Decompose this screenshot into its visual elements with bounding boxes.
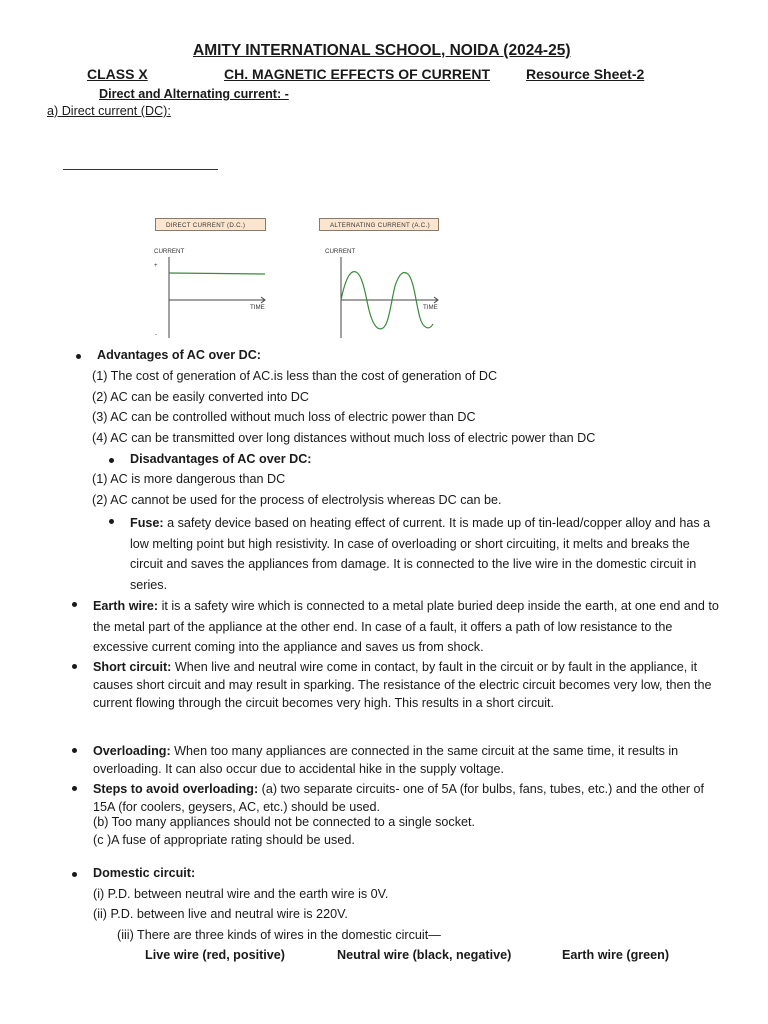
short-circuit-term: Short circuit: — [93, 660, 172, 674]
disadvantage-item: (1) AC is more dangerous than DC — [92, 472, 286, 486]
overloading-text: When too many appliances are connected in the same circuit at the same time, it results in overloading. It can also occur due to accidental hike in the supply voltage. — [93, 744, 679, 776]
ac-current-axis-label: CURRENT — [325, 248, 356, 255]
overloading-paragraph — [93, 742, 698, 778]
domestic-circuit-title: Domestic circuit: — [93, 866, 196, 880]
earth-wire-label: Earth wire (green) — [562, 948, 670, 962]
advantage-item: (1) The cost of generation of AC.is less than the cost of generation of DC — [92, 369, 498, 383]
dc-ac-graphs — [150, 214, 450, 340]
advantages-title: Advantages of AC over DC: — [97, 348, 261, 362]
earth-wire-term: Earth wire: — [93, 599, 159, 613]
dc-ac-figure — [150, 214, 450, 340]
overloading-term: Overloading: — [93, 744, 171, 758]
steps-item-c: (c )A fuse of appropriate rating should be used. — [93, 833, 355, 847]
resource-sheet-label: Resource Sheet-2 — [526, 66, 645, 82]
steps-term: Steps to avoid overloading: — [93, 782, 259, 796]
ac-figure-label: ALTERNATING CURRENT (A.C.) — [319, 218, 439, 231]
earth-wire-text: it is a safety wire which is connected to a metal plate buried deep inside the earth, at one end and to the metal part of the appliance at the other end. In case of a fault, it offers a path of low resistance to the excessive current coming into the appliance and saves us from shock. — [93, 599, 719, 654]
disadvantage-item: (2) AC cannot be used for the process of electrolysis whereas DC can be. — [92, 493, 502, 507]
class-label: CLASS X — [87, 66, 148, 82]
domestic-item-ii: (ii) P.D. between live and neutral wire is 220V. — [93, 907, 348, 921]
answer-blank-line — [63, 169, 218, 170]
chapter-title: CH. MAGNETIC EFFECTS OF CURRENT — [224, 66, 490, 82]
short-circuit-text: When live and neutral wire come in contact, by fault in the circuit or by fault in the appliance, it causes short circuit and may result in sparking. The resistance of the electric circuit becomes very low, then the current flowing through the circuit becomes very high. This results in a short circuit. — [93, 660, 712, 710]
neutral-wire-label: Neutral wire (black, negative) — [337, 948, 512, 962]
steps-item-b: (b) Too many appliances should not be connected to a single socket. — [93, 815, 476, 829]
dc-minus-label: - — [155, 331, 158, 338]
dc-heading: a) Direct current (DC): — [47, 104, 171, 118]
steps-paragraph — [93, 780, 727, 816]
dc-time-axis-label: TIME — [250, 304, 265, 311]
earth-wire-paragraph — [93, 596, 727, 658]
section-title: Direct and Alternating current: - — [99, 87, 289, 101]
dc-current-axis-label: CURRENT — [154, 248, 185, 255]
live-wire-label: Live wire (red, positive) — [145, 948, 285, 962]
steps-text: (a) two separate circuits- one of 5A (for bulbs, fans, tubes, etc.) and the other of 15A (for coolers, geysers, AC, etc.) should be used. — [93, 782, 705, 814]
short-circuit-paragraph — [93, 658, 713, 712]
disadvantages-title: Disadvantages of AC over DC: — [130, 452, 312, 466]
fuse-text: a safety device based on heating effect of current. It is made up of tin-lead/copper alloy and has a low melting point but high resistivity. In case of overloading or short circuiting, it melts and breaks the circuit and saves the appliances from damage. It is connected to the live wire in the domestic circuit in series. — [130, 516, 711, 592]
advantage-item: (4) AC can be transmitted over long distances without much loss of electric power than DC — [92, 431, 596, 445]
fuse-term: Fuse: — [130, 516, 164, 530]
school-title: AMITY INTERNATIONAL SCHOOL, NOIDA (2024-25) — [193, 42, 571, 59]
fuse-paragraph — [130, 513, 726, 595]
ac-time-axis-label: TIME — [423, 304, 438, 311]
dc-plus-label: + — [154, 262, 158, 269]
domestic-item-iii: (iii) There are three kinds of wires in the domestic circuit— — [117, 928, 441, 942]
domestic-item-i: (i) P.D. between neutral wire and the earth wire is 0V. — [93, 887, 389, 901]
advantage-item: (3) AC can be controlled without much loss of electric power than DC — [92, 410, 476, 424]
dc-figure-label: DIRECT CURRENT (D.C.) — [155, 218, 266, 231]
advantage-item: (2) AC can be easily converted into DC — [92, 390, 309, 404]
